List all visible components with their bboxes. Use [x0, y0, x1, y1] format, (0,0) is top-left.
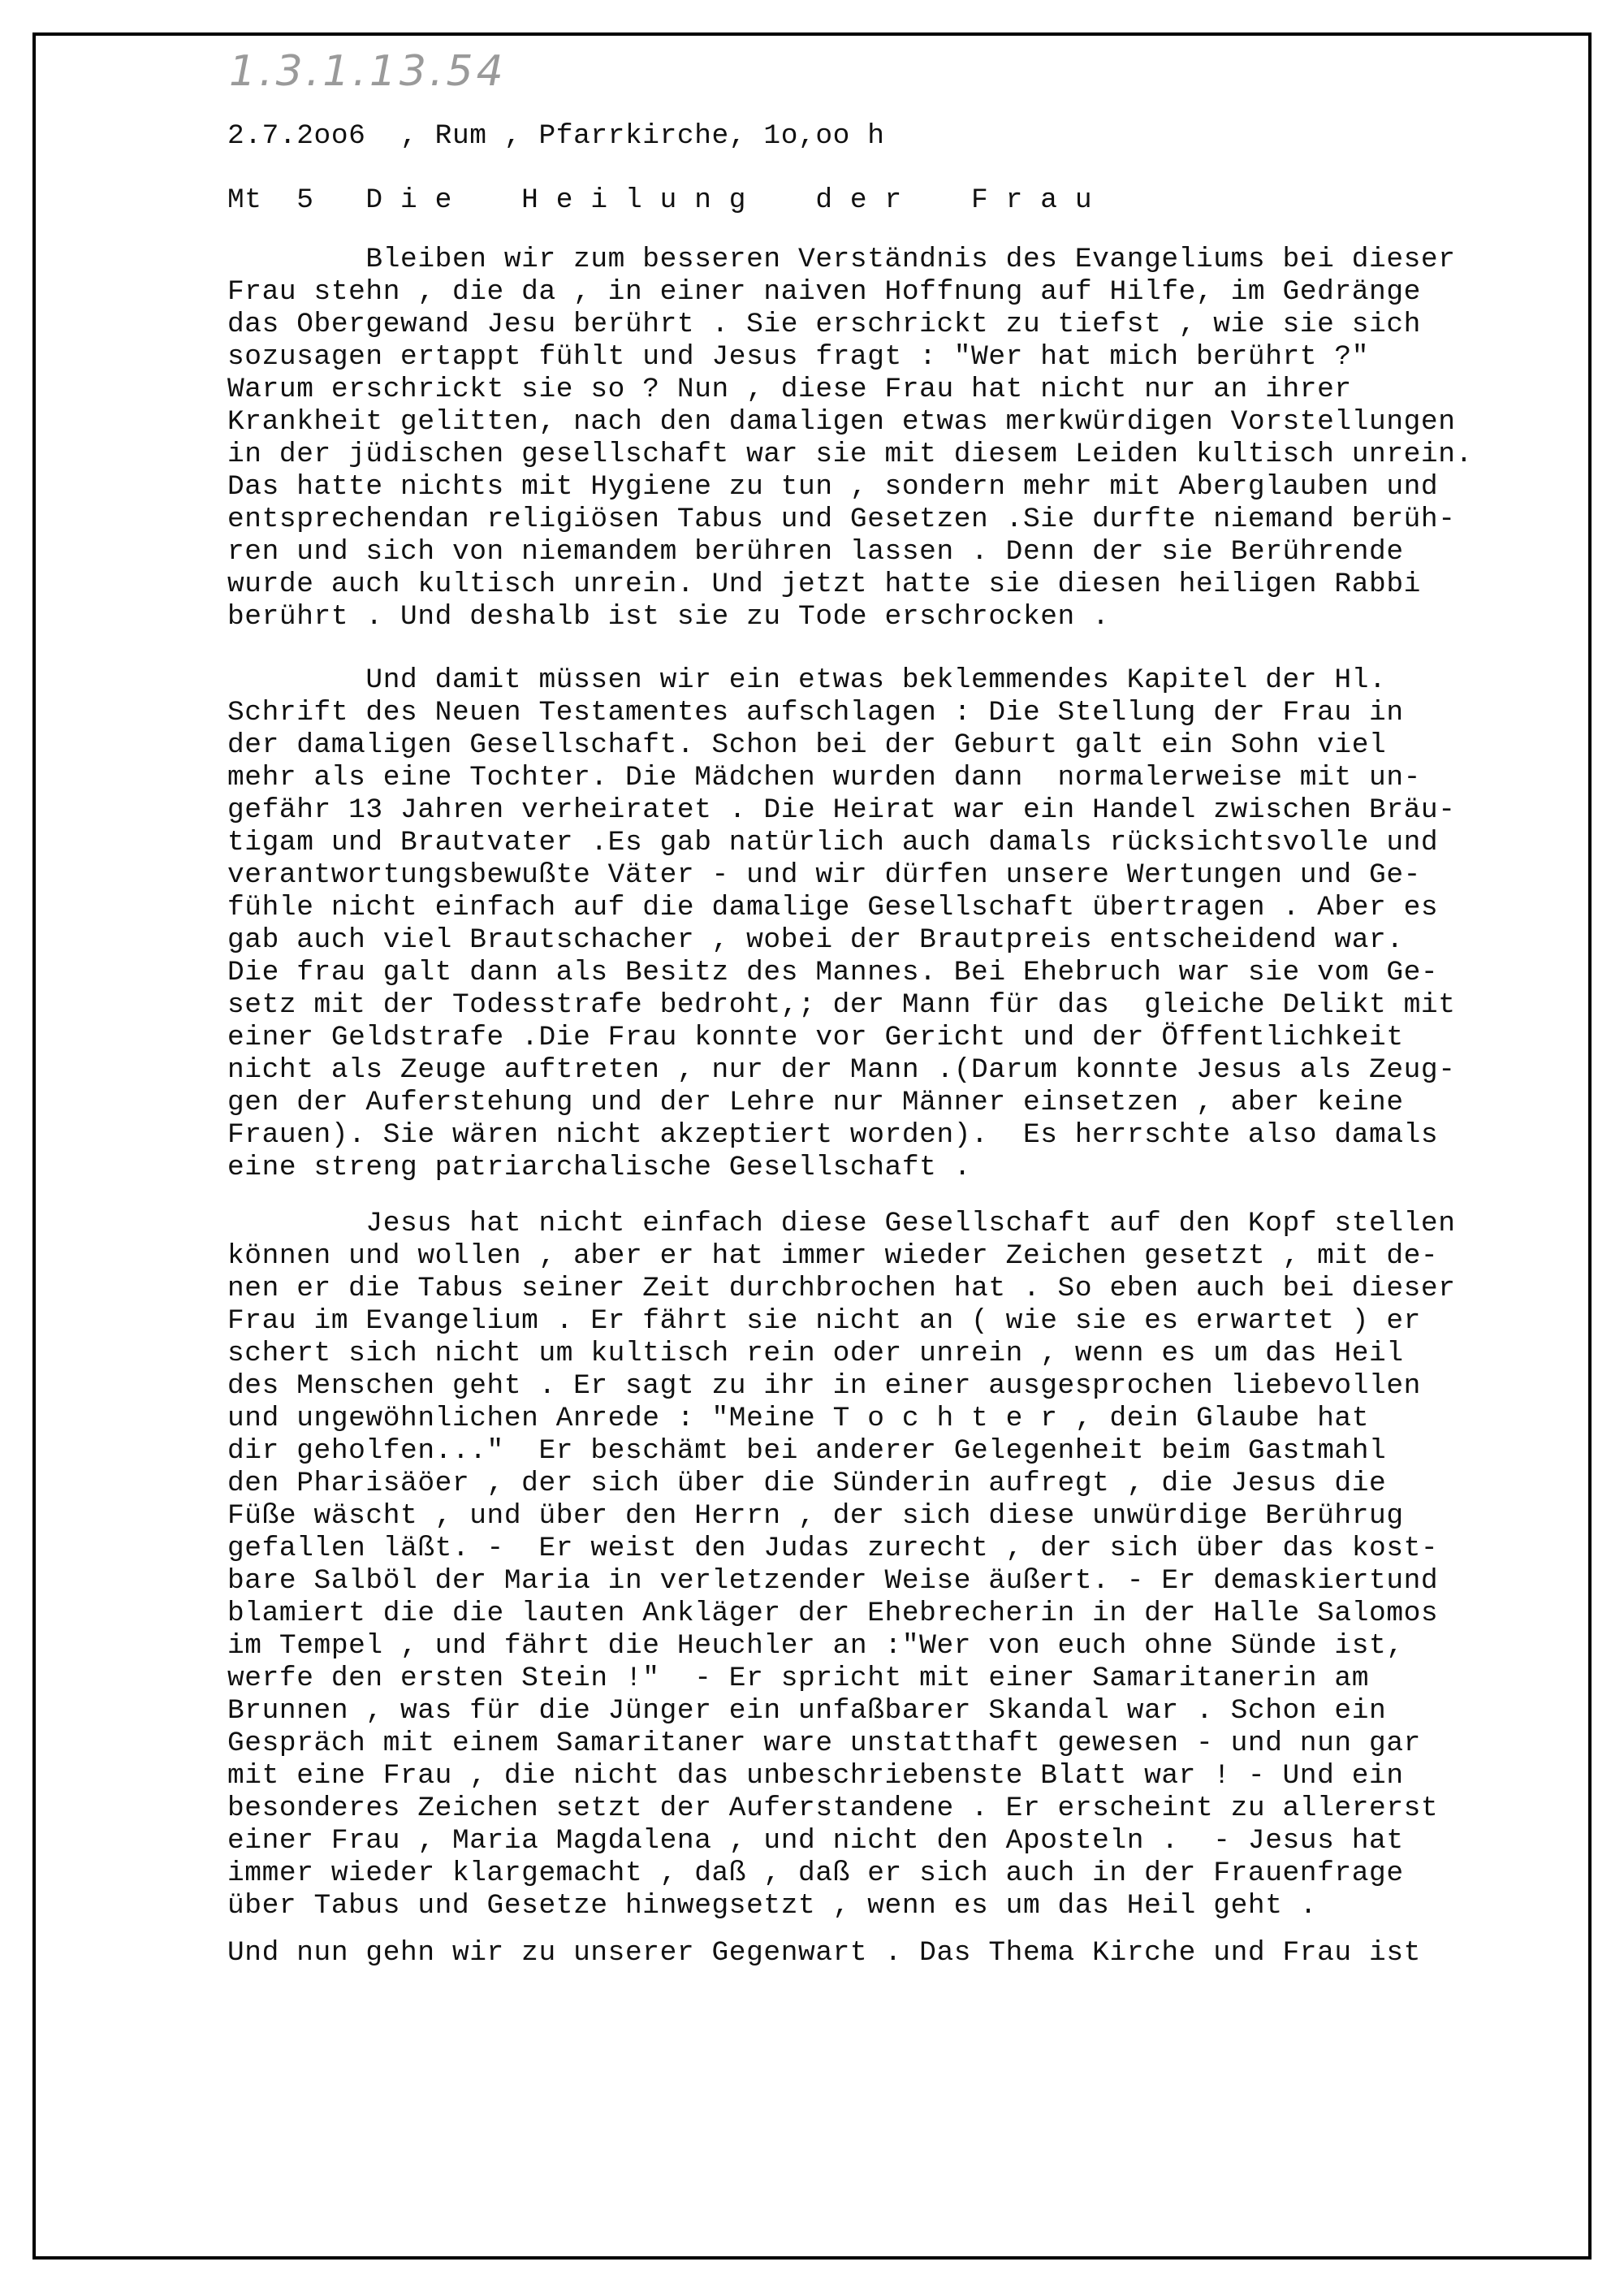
header-date-place-line: 2.7.2oo6 , Rum , Pfarrkirche, 1o,oo h [227, 120, 885, 152]
paragraph-4: Und nun gehn wir zu unserer Gegenwart . Das Thema Kirche und Frau ist [227, 1937, 1421, 1969]
paragraph-3: Jesus hat nicht einfach diese Gesellschaft auf den Kopf stellen können und wollen , aber er hat immer wieder Zeichen gesetzt , mit de- nen er die Tabus seiner Zeit durchbrochen hat . So eben auch bei dieser Frau im Evangelium . Er fährt sie nicht an ( wie sie es erwartet ) er schert sich nicht um kultisch rein oder unrein , wenn es um das Heil des Menschen geht . Er sagt zu ihr in einer ausgesprochen liebevollen und ungewöhnlichen Anrede : "Meine T o c h t e r , dein Glaube hat dir geholfen..." Er beschämt bei anderer Gelegenheit beim Gastmahl den Pharisäöer , der sich über die Sünderin aufregt , die Jesus die Füße wäscht , und über den Herrn , der sich diese unwürdige Berührug gefallen läßt. - Er weist den Judas zurecht , der sich über das kost- bare Salböl der Maria in verletzender Weise äußert. - Er demaskiertund blamiert die die lauten Ankläger der Ehebrecherin in der Halle Salomos im Tempel , und fährt die Heuchler an :"Wer von euch ohne Sünde ist, werfe den ersten Stein !" - Er spricht mit einer Samaritanerin am Brunnen , was für die Jünger ein unfaßbarer Skandal war . Schon ein Gespräch mit einem Samaritaner ware unstatthaft gewesen - und nun gar mit eine Frau , die nicht das unbeschriebenste Blatt war ! - Und ein besonderes Zeichen setzt der Auferstandene . Er erscheint zu allererst einer Frau , Maria Magdalena , und nicht den Aposteln . - Jesus hat immer wieder klargemacht , daß , daß er sich auch in der Frauenfrage über Tabus und Gesetze hinwegsetzt , wenn es um das Heil geht . [227, 1208, 1456, 1922]
paragraph-2: Und damit müssen wir ein etwas beklemmendes Kapitel der Hl. Schrift des Neuen Testamentes aufschlagen : Die Stellung der Frau in der damaligen Gesellschaft. Schon bei der Geburt galt ein Sohn viel mehr als eine Tochter. Die Mädchen wurden dann normalerweise mit un- gefähr 13 Jahren verheiratet . Die Heirat war ein Handel zwischen Bräu- tigam und Brautvater .Es gab natürlich auch damals rücksichtsvolle und verantwortungsbewußte Väter - und wir dürfen unsere Wertungen und Ge- fühle nicht einfach auf die damalige Gesellschaft übertragen . Aber es gab auch viel Brautschacher , wobei der Brautpreis entscheidend war. Die frau galt dann als Besitz des Mannes. Bei Ehebruch war sie vom Ge- setz mit der Todesstrafe bedroht,; der Mann für das gleiche Delikt mit einer Geldstrafe .Die Frau konnte vor Gericht und der Öffentlichkeit nicht als Zeuge auftreten , nur der Mann .(Darum konnte Jesus als Zeug- gen der Auferstehung und der Lehre nur Männer einsetzen , aber keine Frauen). Sie wären nicht akzeptiert worden). Es herrschte also damals eine streng patriarchalische Gesellschaft . [227, 664, 1456, 1183]
paragraph-1: Bleiben wir zum besseren Verständnis des Evangeliums bei dieser Frau stehn , die da , in einer naiven Hoffnung auf Hilfe, im Gedränge das Obergewand Jesu berührt . Sie erschrickt zu tiefst , wie sie sich sozusagen ertappt fühlt und Jesus fragt : "Wer hat mich berührt ?" Warum erschrickt sie so ? Nun , diese Frau hat nicht nur an ihrer Krankheit gelitten, nach den damaligen etwas merkwürdigen Vorstellungen in der jüdischen gesellschaft war sie mit diesem Leiden kultisch unrein. Das hatte nichts mit Hygiene zu tun , sondern mehr mit Aberglauben und entsprechendan religiösen Tabus und Gesetzen .Sie durfte niemand berüh- ren und sich von niemandem berühren lassen . Denn der sie Berührende wurde auch kultisch unrein. Und jetzt hatte sie diesen heiligen Rabbi berührt . Und deshalb ist sie zu Tode erschrocken . [227, 244, 1473, 633]
archive-number: 1.3.1.13.54 [229, 47, 507, 96]
sermon-title: Mt 5 D i e H e i l u n g d e r F r a u [227, 184, 1093, 216]
